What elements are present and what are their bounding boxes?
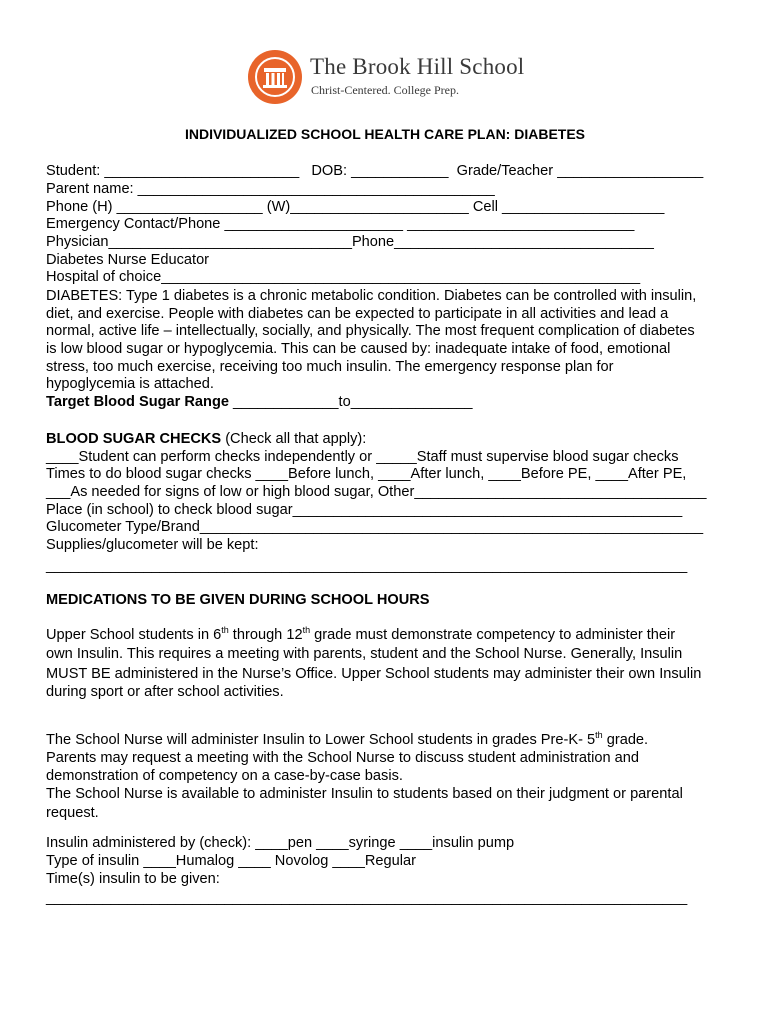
physician-line: Physician______________________________Phone________________________________: [46, 234, 654, 250]
meds-p1-line-2: own Insulin. This requires a meeting with parents, student and the School Nurse. Generally, Insulin: [46, 646, 683, 662]
phone-line: Phone (H) __________________ (W)______________________ Cell ____________________: [46, 199, 665, 215]
meds-p1-sup2: th: [302, 625, 311, 636]
meds-p1-a: Upper School students in 6: [46, 627, 222, 643]
diabetes-text-5: stress, too much exercise, receiving too much insulin. The emergency response plan for: [46, 359, 614, 375]
checks-line-1: ____Student can perform checks independently or _____Staff must supervise blood sugar checks: [46, 449, 679, 465]
meds-p1-b: through 12: [228, 627, 303, 643]
meds-p1-sup1: th: [221, 625, 229, 636]
meds-p2-line-4: The School Nurse is available to administer Insulin to students based on their judgment or parental: [46, 786, 683, 802]
educator-line: Diabetes Nurse Educator: [46, 252, 210, 268]
school-crest-icon: [248, 50, 302, 104]
meds-p1-line-3: MUST BE administered in the Nurse’s Office. Upper School students may administer their own Insulin: [46, 666, 702, 682]
meds-p2-line-5: request.: [46, 805, 99, 821]
diabetes-text-1: DIABETES: Type 1 diabetes is a chronic metabolic condition. Diabetes can be controlled with insulin,: [46, 288, 697, 304]
target-range-label: Target Blood Sugar Range: [46, 394, 229, 410]
meds-p1-c: grade must demonstrate competency to administer their: [310, 627, 676, 643]
diabetes-text-4: is low blood sugar or hypoglycemia. This can be caused by: inadequate intake of food, emotional: [46, 341, 671, 357]
meds-p2-line-1: [46, 732, 648, 749]
target-range-blanks: _____________to_______________: [228, 394, 473, 410]
target-range-line: [46, 394, 472, 411]
checks-line-6: Supplies/glucometer will be kept:: [46, 537, 259, 553]
insulin-blank-line: _______________________________________________________________________________: [46, 890, 688, 906]
medications-heading: MEDICATIONS TO BE GIVEN DURING SCHOOL HOURS: [46, 592, 430, 608]
page-title: INDIVIDUALIZED SCHOOL HEALTH CARE PLAN: DIABETES: [184, 126, 586, 142]
checks-line-2: Times to do blood sugar checks ____Before lunch, ____After lunch, ____Before PE, ____After PE,: [46, 466, 687, 482]
checks-line-7: _______________________________________________________________________________: [46, 558, 688, 574]
student-line: Student: ________________________ DOB: ____________ Grade/Teacher __________________: [46, 163, 704, 179]
checks-line-3: ___As needed for signs of low or high blood sugar, Other____________________________________: [46, 484, 707, 500]
meds-p2-line-2: Parents may request a meeting with the School Nurse to discuss student administration and: [46, 750, 639, 766]
meds-p2-b: grade.: [602, 732, 649, 748]
hospital-line: Hospital of choice___________________________________________________________: [46, 269, 641, 285]
insulin-by-line: Insulin administered by (check): ____pen ____syringe ____insulin pump: [46, 835, 515, 851]
emergency-line: Emergency Contact/Phone ______________________ ____________________________: [46, 216, 635, 232]
school-tagline: Christ-Centered. College Prep.: [311, 83, 459, 97]
diabetes-text-3: normal, active life – intellectually, socially, and physically. The most frequent complication of diabetes: [46, 323, 695, 339]
parent-line: Parent name: ____________________________________________: [46, 181, 495, 197]
meds-p2-sup: th: [595, 730, 603, 741]
insulin-time-line: Time(s) insulin to be given:: [46, 871, 220, 887]
school-logo: [248, 50, 538, 106]
meds-p2-line-3: demonstration of competency on a case-by-case basis.: [46, 768, 403, 784]
diabetes-text-2: diet, and exercise. People with diabetes can be expected to participate in all activities and lead a: [46, 306, 669, 322]
school-name: The Brook Hill School: [310, 54, 525, 79]
checks-heading: BLOOD SUGAR CHECKS: [46, 431, 222, 447]
meds-p1-line-4: during sport or after school activities.: [46, 684, 284, 700]
diabetes-text-6: hypoglycemia is attached.: [46, 376, 214, 392]
meds-p1-line-1: [46, 627, 675, 644]
checks-line-5: Glucometer Type/Brand______________________________________________________________: [46, 519, 704, 535]
checks-line-4: Place (in school) to check blood sugar________________________________________________: [46, 502, 683, 518]
insulin-type-line: Type of insulin ____Humalog ____ Novolog ____Regular: [46, 853, 416, 869]
checks-heading-line: [46, 431, 366, 448]
meds-p2-a: The School Nurse will administer Insulin to Lower School students in grades Pre-K- 5: [46, 732, 596, 748]
checks-heading-note: (Check all that apply):: [221, 431, 367, 447]
